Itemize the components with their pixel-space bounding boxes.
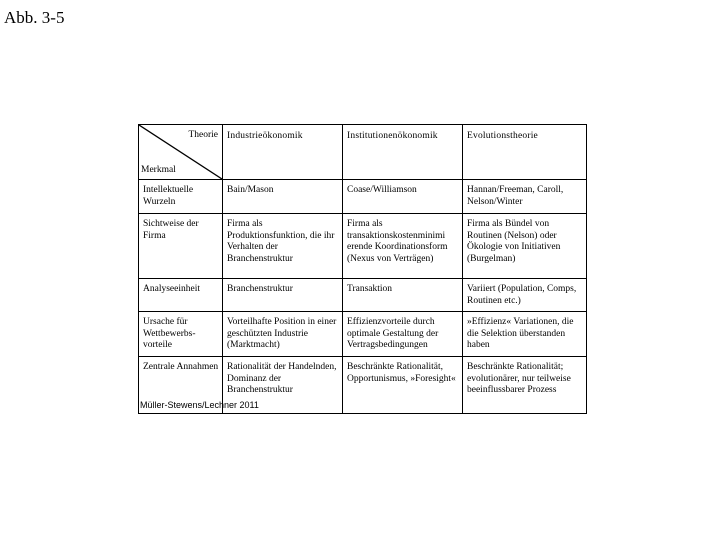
- comparison-table: [138, 124, 587, 414]
- column-header-institutionenoekonomik: Institutionenökonomik: [343, 125, 463, 180]
- table-cell: Variiert (Population, Comps, Routinen etc.): [463, 279, 587, 312]
- table-cell: Transaktion: [343, 279, 463, 312]
- row-header: Intellektuelle Wurzeln: [139, 180, 223, 214]
- row-header: Analyseeinheit: [139, 279, 223, 312]
- corner-label-theorie: Theorie: [188, 130, 218, 140]
- table-row-ursache-wettbewerbsvorteile: [139, 312, 587, 357]
- table-cell: Firma als Produktionsfunktion, die ihr Verhalten der Branchenstruktur: [223, 214, 343, 279]
- column-header-industrieoekonomik: Industrieökonomik: [223, 125, 343, 180]
- row-header: Sichtweise der Firma: [139, 214, 223, 279]
- table-row-intellektuelle-wurzeln: [139, 180, 587, 214]
- row-header: Zentrale Annahmen: [139, 357, 223, 414]
- table-cell: Firma als Bündel von Routinen (Nelson) oder Ökologie von Initiativen (Burgelman): [463, 214, 587, 279]
- table-cell: Firma als transaktionskostenminimi erende Koordinationsform (Nexus von Verträgen): [343, 214, 463, 279]
- corner-header-cell: [139, 125, 223, 180]
- table-row-analyseeinheit: [139, 279, 587, 312]
- table-header-row: [139, 125, 587, 180]
- source-citation: Müller-Stewens/Lechner 2011: [140, 400, 259, 410]
- row-header: Ursache für Wettbewerbs- vorteile: [139, 312, 223, 357]
- table-cell: Coase/Williamson: [343, 180, 463, 214]
- table-cell: Effizienzvorteile durch optimale Gestaltung der Vertragsbedingungen: [343, 312, 463, 357]
- figure-label: Abb. 3-5: [4, 8, 65, 27]
- table-cell: Bain/Mason: [223, 180, 343, 214]
- corner-label-merkmal: Merkmal: [141, 164, 176, 175]
- table-cell: Beschränkte Rationalität; evolutionärer, nur teilweise beeinflussbarer Prozess: [463, 357, 587, 414]
- table-cell: Vorteilhafte Position in einer geschützten Industrie (Marktmacht): [223, 312, 343, 357]
- table-cell: Hannan/Freeman, Caroll, Nelson/Winter: [463, 180, 587, 214]
- table-cell: »Effizienz« Variationen, die die Selektion überstanden haben: [463, 312, 587, 357]
- table-cell: Rationalität der Handelnden, Dominanz der Branchenstruktur: [223, 357, 343, 414]
- column-header-evolutionstheorie: Evolutionstheorie: [463, 125, 587, 180]
- table-cell: Branchenstruktur: [223, 279, 343, 312]
- table-cell: Beschränkte Rationalität, Opportunismus, »Foresight«: [343, 357, 463, 414]
- table-row-sichtweise-der-firma: [139, 214, 587, 279]
